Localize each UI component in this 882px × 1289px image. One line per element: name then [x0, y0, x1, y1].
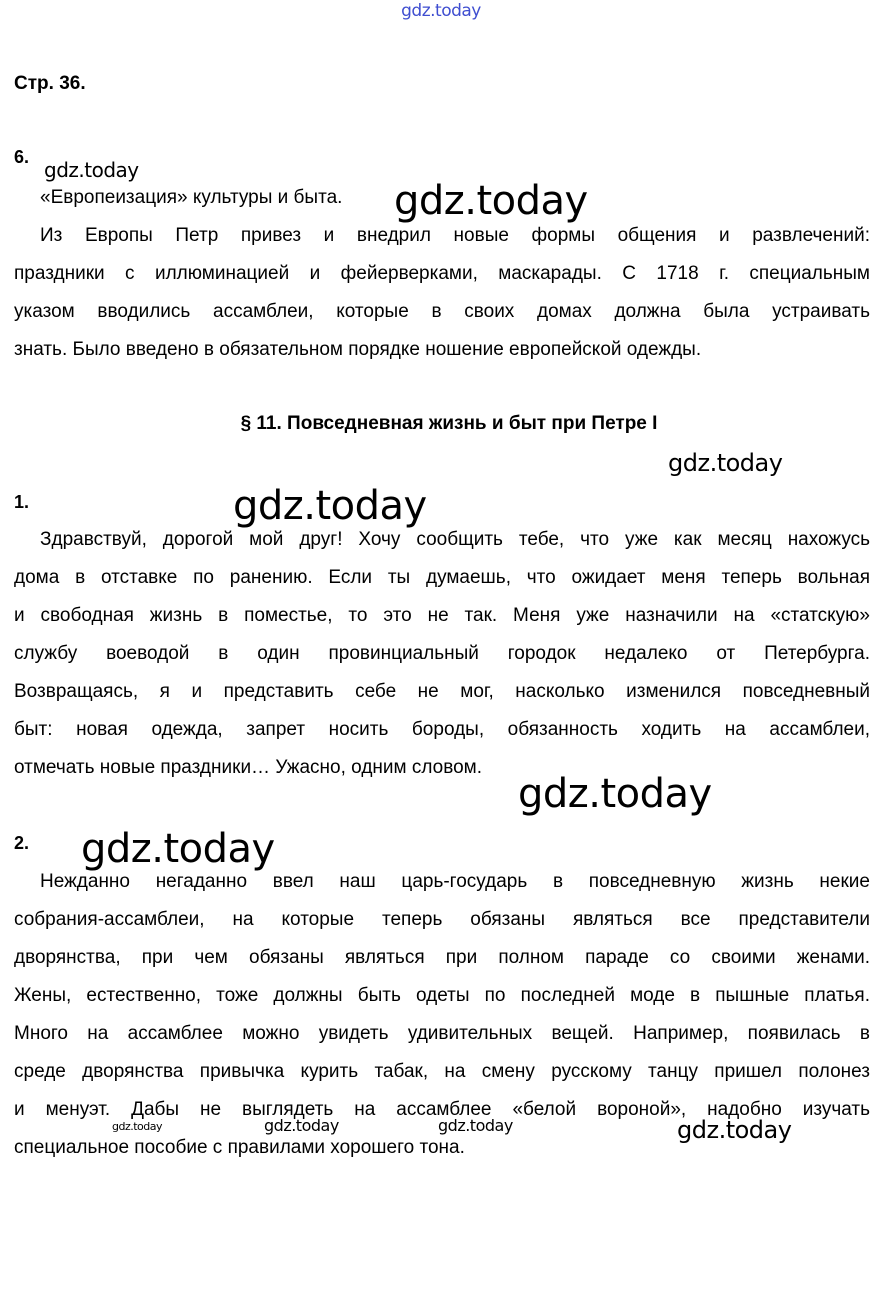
site-watermark-top[interactable]: gdz.today [401, 1, 481, 21]
task-6-line-1: Из Европы Петр привез и внедрил новые формы общения и развлечений: [40, 225, 870, 246]
task-1-line-5: Возвращаясь, я и представить себе не мог, насколько изменился повседневный [14, 681, 870, 702]
task-2-line-8: специальное пособие с правилами хорошего тона. [14, 1137, 465, 1158]
task-1-line-1: Здравствуй, дорогой мой друг! Хочу сообщить тебе, что уже как месяц нахожусь [40, 529, 870, 550]
task-6-line-3: указом вводились ассамблеи, которые в своих домах должна была устраивать [14, 301, 870, 322]
task-2-line-4: Жены, естественно, тоже должны быть одеты по последней моде в пышные платья. [14, 985, 870, 1006]
task-2-line-2: собрания-ассамблеи, на которые теперь обязаны являться все представители [14, 909, 870, 930]
watermark: gdz.today [81, 826, 275, 872]
task-1-number: 1. [14, 492, 30, 512]
task-2-line-6: среде дворянства привычка курить табак, на смену русскому танцу пришел полонез [14, 1061, 870, 1082]
watermark: gdz.today [438, 1116, 513, 1135]
task-1-line-3: и свободная жизнь в поместье, то это не так. Меня уже назначили на «статскую» [14, 605, 870, 626]
task-6-number: 6. [14, 147, 30, 167]
watermark: gdz.today [518, 771, 712, 817]
task-1-line-2: дома в отставке по ранению. Если ты думаешь, что ожидает меня теперь вольная [14, 567, 870, 588]
task-1-line-4: службу воеводой в один провинциальный городок недалеко от Петербурга. [14, 643, 870, 664]
section-heading: § 11. Повседневная жизнь и быт при Петре I [240, 413, 658, 434]
watermark: gdz.today [394, 178, 588, 224]
watermark: gdz.today [44, 158, 139, 182]
task-6-line-4: знать. Было введено в обязательном порядке ношение европейской одежды. [14, 339, 702, 360]
task-6-title: «Европеизация» культуры и быта. [40, 187, 343, 208]
watermark: gdz.today [112, 1120, 163, 1133]
task-1-line-6: быт: новая одежда, запрет носить бороды, обязанность ходить на ассамблеи, [14, 719, 870, 740]
task-2-line-5: Много на ассамблее можно увидеть удивительных вещей. Например, появилась в [14, 1023, 870, 1044]
watermark: gdz.today [264, 1116, 339, 1135]
task-2-number: 2. [14, 833, 30, 853]
watermark: gdz.today [233, 483, 427, 529]
task-2-line-7: и менуэт. Дабы не выглядеть на ассамблее «белой вороной», надобно изучать [14, 1099, 870, 1120]
task-6-line-2: праздники с иллюминацией и фейерверками, маскарады. С 1718 г. специальным [14, 263, 870, 284]
task-2-line-3: дворянства, при чем обязаны являться при полном параде со своими женами. [14, 947, 870, 968]
watermark: gdz.today [677, 1116, 792, 1144]
page-label: Стр. 36. [14, 73, 86, 94]
watermark: gdz.today [668, 449, 783, 477]
task-2-line-1: Нежданно негаданно ввел наш царь-государь в повседневную жизнь некие [40, 871, 870, 892]
task-1-line-7: отмечать новые праздники… Ужасно, одним словом. [14, 757, 483, 778]
